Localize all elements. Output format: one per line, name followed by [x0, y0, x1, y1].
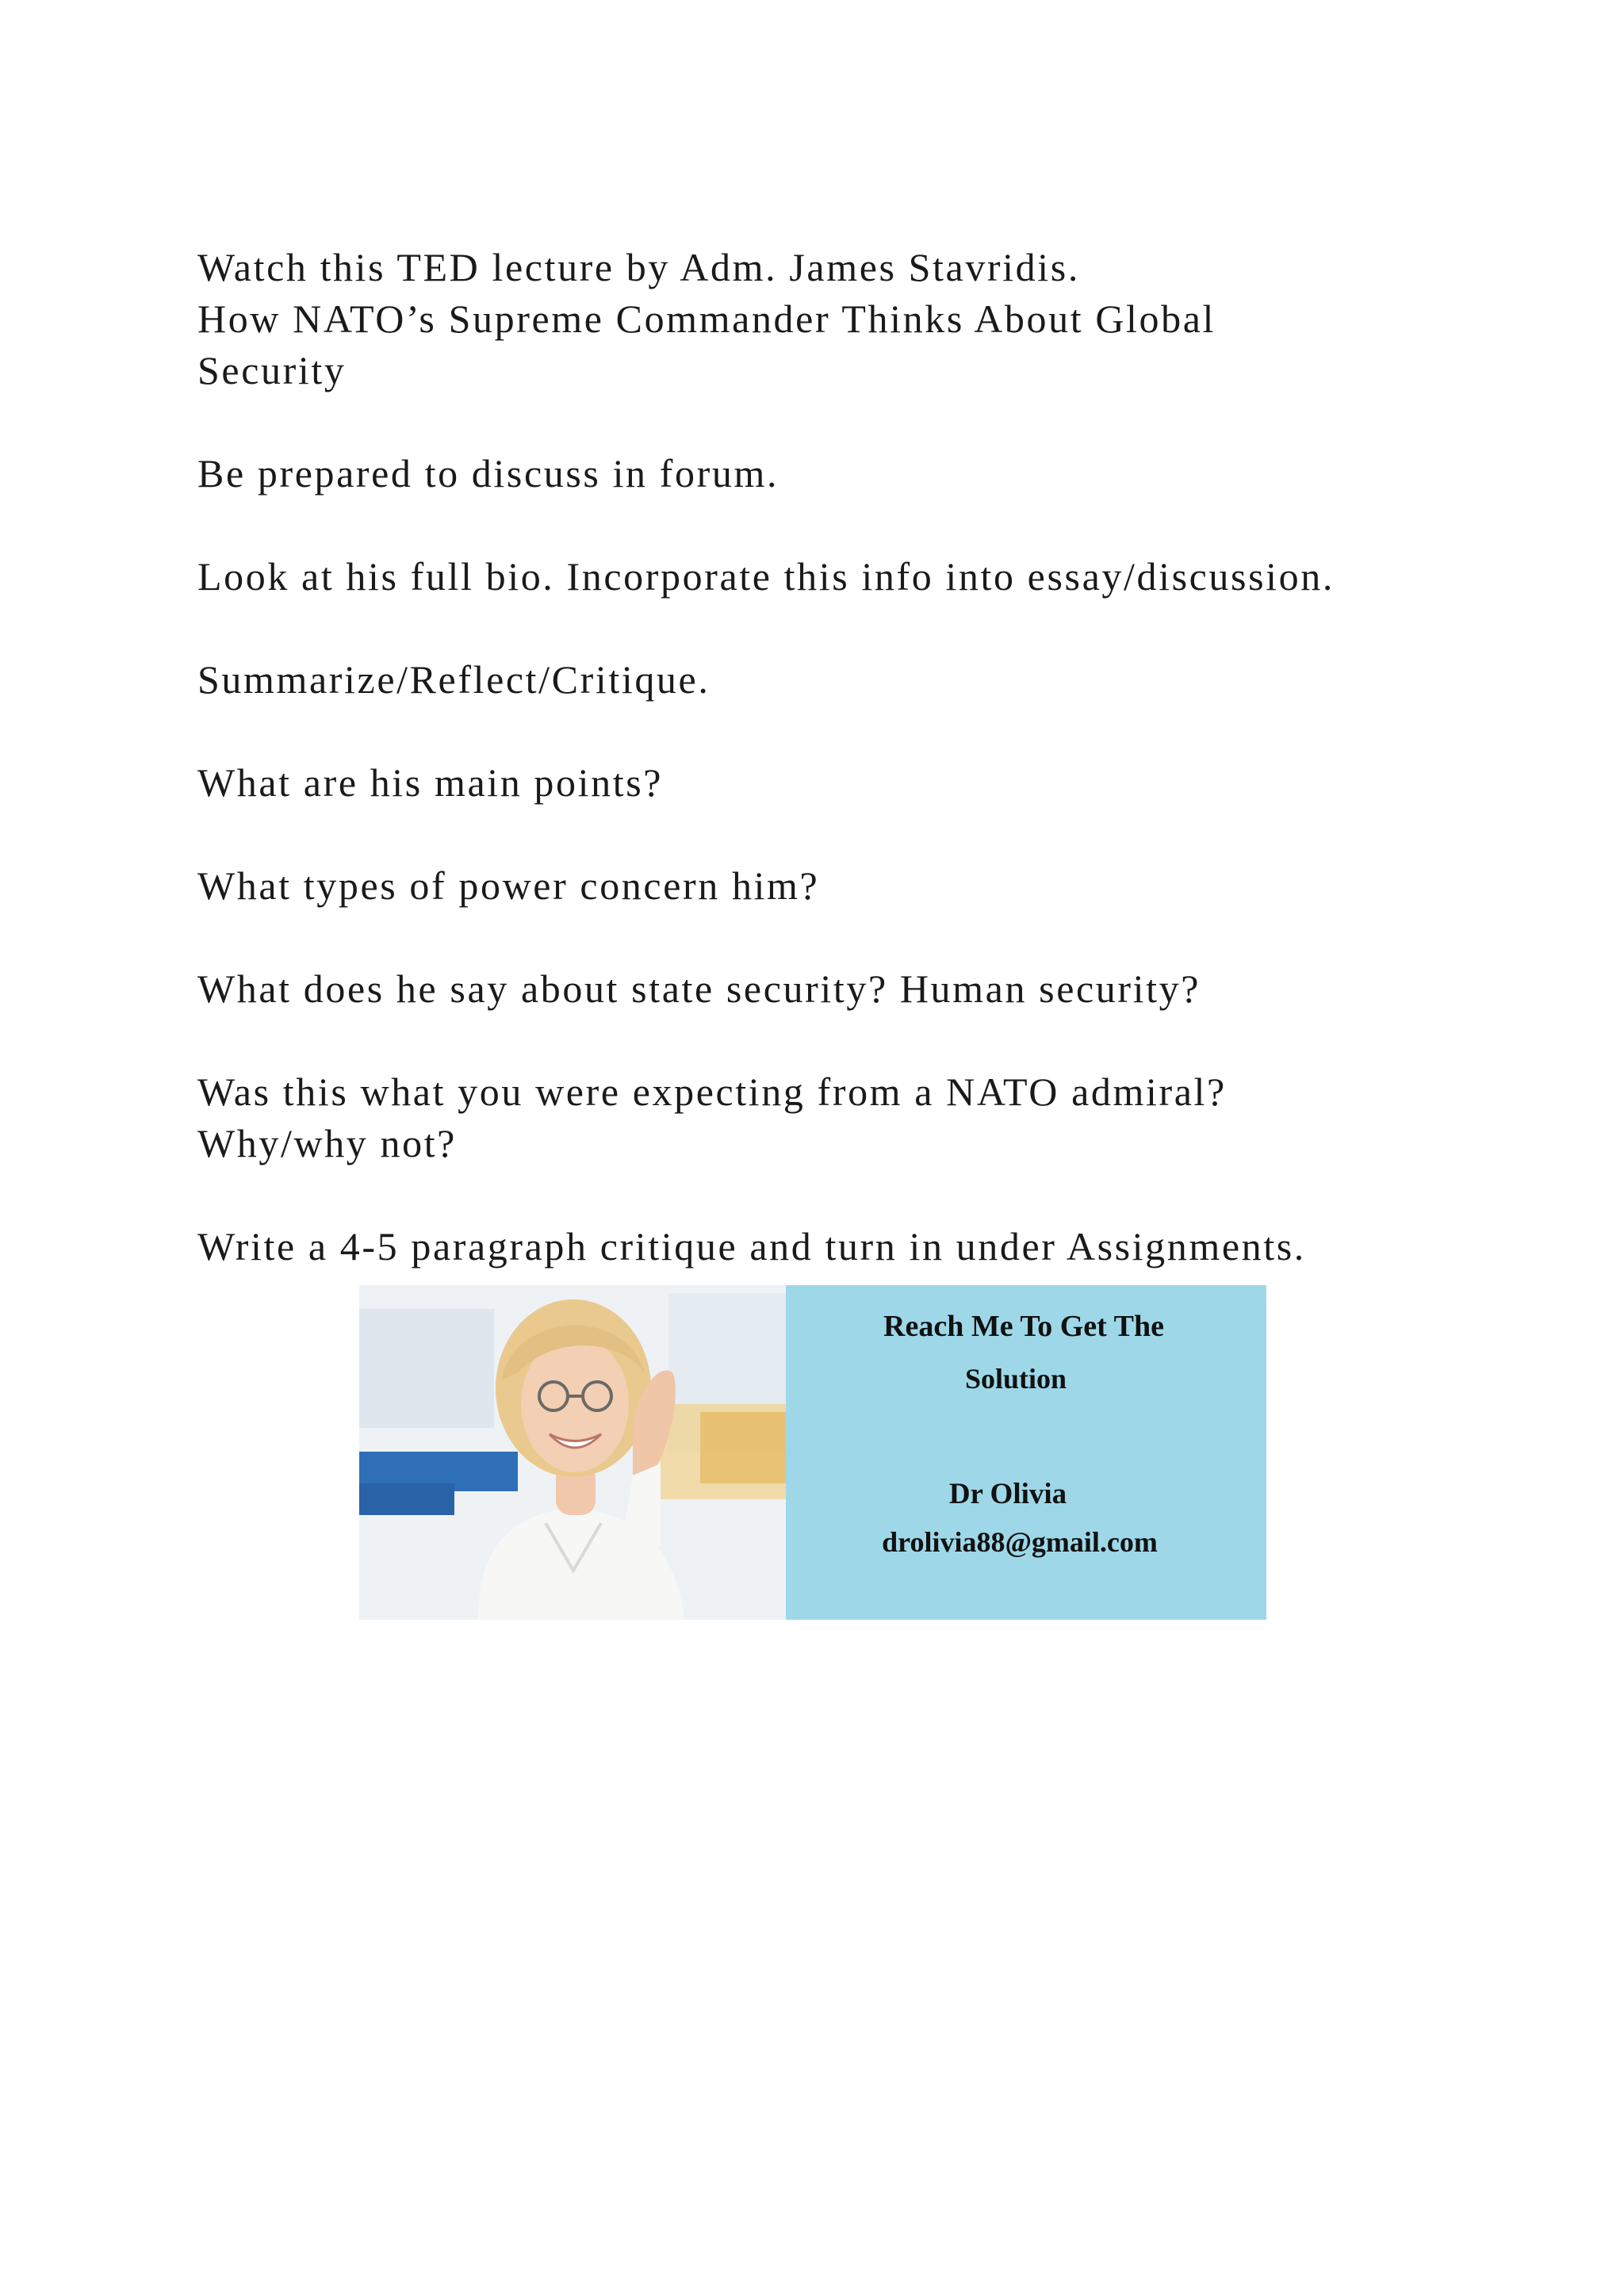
- text-line: Be prepared to discuss in forum.: [197, 451, 779, 496]
- paragraph-gap: [197, 603, 1466, 654]
- text-line: Summarize/Reflect/Critique.: [197, 657, 710, 702]
- text-line: Security: [197, 348, 347, 392]
- ad-contact-name: Dr Olivia: [948, 1478, 1067, 1510]
- text-line: Write a 4-5 paragraph critique and turn in under Assignments.: [197, 1224, 1306, 1269]
- paragraph-gap: [197, 912, 1466, 963]
- text-line: Was this what you were expecting from a NATO admiral?: [197, 1070, 1227, 1114]
- ad-heading: Solution: [964, 1363, 1067, 1395]
- text-line: What types of power concern him?: [197, 863, 820, 908]
- paragraph-gap: [197, 396, 1466, 448]
- paragraph-gap: [197, 706, 1466, 757]
- ad-contact-panel: [786, 1285, 1266, 1620]
- paragraph-gap: [197, 1015, 1466, 1066]
- text-line: What does he say about state security? Human security?: [197, 966, 1201, 1011]
- ad-heading: Reach Me To Get The: [883, 1310, 1164, 1343]
- document-body: [197, 242, 1466, 1272]
- paragraph-gap: [197, 1169, 1466, 1221]
- paragraph-gap: [197, 499, 1466, 551]
- ad-contact-email[interactable]: drolivia88@gmail.com: [882, 1526, 1158, 1558]
- woman-photo-illustration: [359, 1285, 786, 1620]
- paragraph-gap: [197, 809, 1466, 860]
- text-line: Look at his full bio. Incorporate this info into essay/discussion.: [197, 554, 1335, 599]
- text-line: How NATO’s Supreme Commander Thinks About Global: [197, 297, 1216, 341]
- ad-photo: [359, 1285, 786, 1620]
- text-line: What are his main points?: [197, 760, 664, 805]
- text-line: Watch this TED lecture by Adm. James Stavridis.: [197, 245, 1080, 289]
- ad-banner[interactable]: [359, 1285, 1266, 1620]
- text-line: Why/why not?: [197, 1121, 457, 1165]
